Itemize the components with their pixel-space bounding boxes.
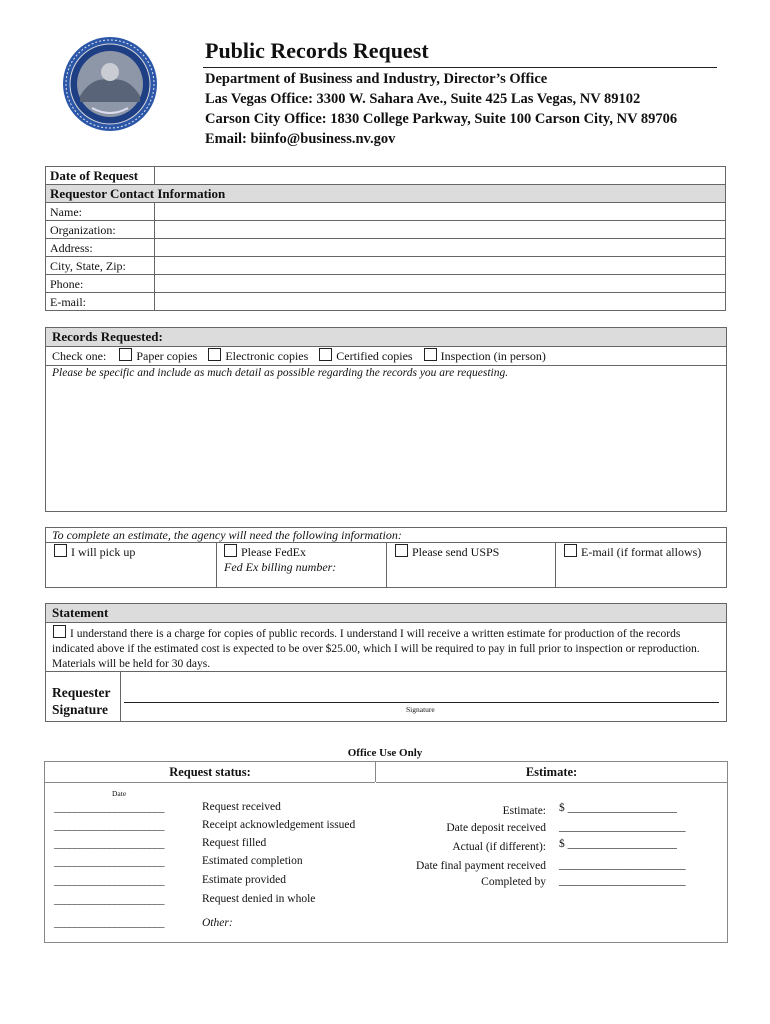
certified-copies-checkbox[interactable]: [319, 348, 332, 361]
phone-label: Phone:: [46, 275, 155, 293]
name-label: Name:: [46, 203, 155, 221]
signature-caption: Signature: [406, 705, 435, 714]
statement-section: [45, 603, 727, 722]
sig-label-line-2: Signature: [52, 702, 109, 717]
fedex-option: [216, 543, 386, 587]
deposit-date-value[interactable]: ______________________: [559, 821, 686, 833]
name-field[interactable]: [155, 203, 726, 221]
phone-field[interactable]: [155, 275, 726, 293]
status-other: Other:: [202, 917, 233, 929]
estimate-value[interactable]: $ ___________________: [559, 802, 677, 814]
paper-copies-checkbox[interactable]: [119, 348, 132, 361]
records-requested-section: [45, 327, 727, 512]
date-caption: Date: [112, 789, 127, 798]
estimate-label: Estimate:: [502, 805, 546, 817]
city-state-zip-label: City, State, Zip:: [46, 257, 155, 275]
sig-label-line-1: Requester: [52, 685, 111, 700]
electronic-copies-label: Electronic copies: [225, 349, 309, 363]
status-estimated-completion: Estimated completion: [202, 855, 303, 867]
final-payment-label: Date final payment received: [416, 860, 546, 872]
organization-label: Organization:: [46, 221, 155, 239]
fedex-billing-label: Fed Ex billing number:: [224, 560, 337, 574]
email-delivery-option: [555, 543, 726, 587]
estimate-intro: To complete an estimate, the agency will need the following information:: [46, 528, 726, 543]
actual-label: Actual (if different):: [452, 841, 546, 853]
email-delivery-label: E-mail (if format allows): [581, 545, 702, 559]
pickup-option: [46, 543, 216, 587]
usps-option: [386, 543, 556, 587]
statement-body: [46, 623, 726, 672]
usps-label: Please send USPS: [412, 545, 500, 559]
status-request-filled: Request filled: [202, 837, 267, 849]
statement-heading: Statement: [46, 604, 726, 623]
organization-field[interactable]: [155, 221, 726, 239]
date-of-request-field[interactable]: [155, 167, 726, 185]
signature-line[interactable]: [124, 702, 719, 703]
acknowledge-checkbox[interactable]: [53, 625, 66, 638]
estimate-delivery-section: [45, 527, 727, 588]
paper-copies-label: Paper copies: [136, 349, 198, 363]
status-date-blank[interactable]: ______________________: [54, 875, 164, 887]
status-request-received: Request received: [202, 801, 281, 813]
status-date-blank[interactable]: ______________________: [54, 838, 164, 850]
fedex-checkbox[interactable]: [224, 544, 237, 557]
contact-section-header: Requestor Contact Information: [46, 185, 726, 203]
inspection-checkbox[interactable]: [424, 348, 437, 361]
records-requested-heading: Records Requested:: [46, 328, 726, 347]
electronic-copies-checkbox[interactable]: [208, 348, 221, 361]
completed-by-value[interactable]: ______________________: [559, 875, 686, 887]
inspection-label: Inspection (in person): [440, 349, 546, 363]
usps-checkbox[interactable]: [395, 544, 408, 557]
status-date-blank[interactable]: ______________________: [54, 820, 164, 832]
statement-text: I understand there is a charge for copies of public records. I understand I will receive a written estimate for production of the records indicated above if the estimated cost is expected to be over $25.00, which I will be required to pay in full prior to inspection or reproduction. Materials will be held for 30 days.: [52, 628, 700, 670]
copy-type-row: [46, 347, 726, 366]
address-label: Address:: [46, 239, 155, 257]
status-receipt-acknowledgement: Receipt acknowledgement issued: [202, 819, 356, 831]
check-one-label: Check one:: [52, 349, 107, 363]
deposit-date-label: Date deposit received: [446, 822, 546, 834]
status-date-blank[interactable]: ______________________: [54, 802, 164, 814]
carson-city-office-line: Carson City Office: 1830 College Parkway, Suite 100 Carson City, NV 89706: [205, 111, 678, 127]
status-estimate-provided: Estimate provided: [202, 874, 286, 886]
certified-copies-label: Certified copies: [336, 349, 413, 363]
office-use-title: Office Use Only: [347, 747, 423, 759]
requester-signature-label: [52, 684, 110, 718]
office-use-section: [44, 761, 728, 943]
pickup-checkbox[interactable]: [54, 544, 67, 557]
status-date-blank[interactable]: ______________________: [54, 856, 164, 868]
city-state-zip-field[interactable]: [155, 257, 726, 275]
completed-by-label: Completed by: [481, 876, 546, 888]
date-of-request-label: Date of Request: [46, 167, 155, 185]
form-title: Public Records Request: [205, 38, 429, 63]
status-date-blank[interactable]: ______________________: [54, 894, 164, 906]
email-delivery-checkbox[interactable]: [564, 544, 577, 557]
signature-divider: [120, 672, 121, 721]
address-field[interactable]: [155, 239, 726, 257]
department-line: Department of Business and Industry, Director’s Office: [205, 71, 548, 87]
records-description-area[interactable]: Please be specific and include as much detail as possible regarding the records you are requesting.: [52, 367, 509, 379]
final-payment-value[interactable]: ______________________: [559, 859, 686, 871]
request-status-header: Request status:: [45, 762, 375, 783]
status-request-denied: Request denied in whole: [202, 893, 316, 905]
estimate-header: Estimate:: [376, 762, 727, 783]
actual-value[interactable]: $ ___________________: [559, 838, 677, 850]
las-vegas-office-line: Las Vegas Office: 3300 W. Sahara Ave., Suite 425 Las Vegas, NV 89102: [205, 91, 641, 107]
contact-table: [45, 166, 726, 311]
nevada-state-seal-logo: [62, 36, 158, 132]
status-date-blank[interactable]: ______________________: [54, 917, 164, 929]
title-divider: [203, 67, 717, 68]
pickup-label: I will pick up: [71, 545, 136, 559]
fedex-label: Please FedEx: [241, 545, 306, 559]
email-line: Email: biinfo@business.nv.gov: [205, 131, 396, 147]
email-field[interactable]: [155, 293, 726, 311]
email-label: E-mail:: [46, 293, 155, 311]
